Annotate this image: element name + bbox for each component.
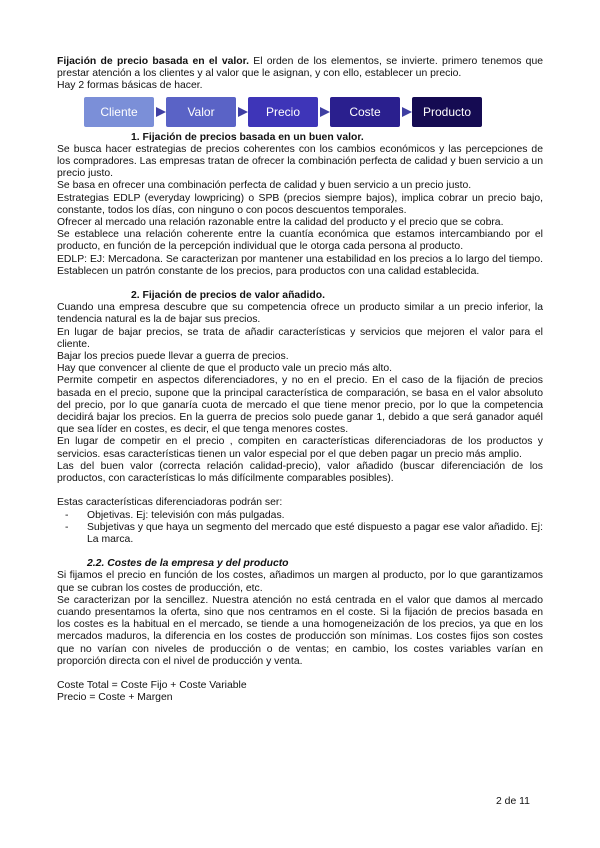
section2-paragraph: Las del buen valor (correcta relación calidad-precio), valor añadido (buscar diferenciación de los productos, con características lo más difícilmente comparables posibles). [57, 460, 543, 485]
list-item: - Objetivas. Ej: televisión con más pulgadas. [65, 509, 285, 521]
intro-line2: Hay 2 formas básicas de hacer. [57, 80, 203, 92]
section2-paragraph: Permite competir en aspectos diferenciadores, y no en el precio. En el caso de la fijación de precios basada en el precio, supone que la principal característica de comparación, se basa en el valor absoluto del precio, por lo que ganaría cuota de mercado el que tiene menor precio, por lo que la competencia decidirá bajar los precios. En la guerra de precios solo puede ganar 1, debido a que será ganador aquél que sea líder en costes, es decir, el que tenga menores costes. [57, 375, 543, 436]
document-page [57, 56, 543, 704]
intro-text: El orden de los elementos, se invierte. primero tenemos que prestar atención a los clientes y al valor que le asignan, y con ello, establecer un precio. [57, 56, 543, 80]
arrow-right-icon [320, 107, 330, 117]
intro-title: Fijación de precio basada en el valor. [57, 56, 249, 67]
section1-paragraph: Estrategias EDLP (everyday lowpricing) o SPB (precios siempre bajos), implica cobrar un precio bajo, constante, todos los días, con ninguno o con pocos descuentos temporales. [57, 192, 543, 216]
section2-paragraph: En lugar de competir en el precio , compiten en características diferenciadoras de los productos y servicios. esas características tienen un valor especial por el que deben pagar un precio más amplio. [57, 436, 543, 460]
section2-paragraph: Bajar los precios puede llevar a guerra de precios. [57, 351, 289, 363]
section2-heading: 2. Fijación de precios de valor añadido. [131, 290, 326, 302]
section2-paragraph: En lugar de bajar precios, se trata de añadir características y servicios que mejoren el valor para el cliente. [57, 326, 543, 350]
flow-step-cliente: Cliente [84, 97, 154, 127]
section1-paragraph: Se establece una relación coherente entre la cuantía económica que estamos intercambiando por el producto, en función de la percepción individual que le otorga cada persona al producto. [57, 229, 543, 253]
section22-paragraph: Si fijamos el precio en función de los costes, añadimos un margen al producto, por lo que garantizamos que se cubran los costes de producción, etc. [57, 570, 543, 594]
arrow-right-icon [156, 107, 166, 117]
section2-paragraph: Hay que convencer al cliente de que el producto vale un precio más alto. [57, 363, 393, 375]
section2-paragraph: Cuando una empresa descubre que su competencia ofrece un producto similar a un precio inferior, la tendencia natural es la de bajar sus precios. [57, 302, 543, 326]
formula-price: Precio = Coste + Margen [57, 692, 173, 704]
arrow-right-icon [402, 107, 412, 117]
section1-paragraph: EDLP: EJ: Mercadona. Se caracterizan por mantener una estabilidad en los precios a lo largo del tiempo. Establecen un patrón constante de los precios, para productos con una calidad establecida. [57, 253, 543, 277]
flow-step-producto: Producto [412, 97, 482, 127]
flow-step-coste: Coste [330, 97, 400, 127]
section1-paragraph: Se basa en ofrecer una combinación perfecta de calidad y buen servicio a un precio justo. [57, 180, 472, 192]
section22-paragraph: Se caracterizan por la sencillez. Nuestra atención no está centrada en el valor que damos al mercado cuando presentamos la oferta, sino que nos centramos en el coste. Si la fijación de precios basada en los costes es la habitual en el mercado, se tiende a una homogeneización de los precios, ya que en los mercados maduros, la diferencia en los costes de producción son mínimas. Los costes fijos son costes que no varían con niveles de producción o de ventas; en cambio, los costes variables varían en proporción directa con el nivel de producción y venta. [57, 594, 543, 667]
section1-heading: 1. Fijación de precios basada en un buen valor. [131, 131, 364, 143]
characteristics-list [57, 510, 543, 547]
list-intro: Estas características diferenciadoras podrán ser: [57, 497, 283, 509]
flow-step-valor: Valor [166, 97, 236, 127]
value-flow-diagram [84, 97, 543, 127]
intro-paragraph [57, 56, 543, 80]
section1-paragraph: Ofrecer al mercado una relación razonable entre la calidad del producto y el precio que se cobra. [57, 217, 504, 229]
formula-total-cost: Coste Total = Coste Fijo + Coste Variable [57, 679, 247, 691]
list-item: - Subjetivas y que haya un segmento del mercado que esté dispuesto a pagar ese valor añadido. Ej: La marca. [65, 521, 543, 545]
flow-step-precio: Precio [248, 97, 318, 127]
section1-paragraph: Se busca hacer estrategias de precios coherentes con los cambios económicos y las percepciones de los compradores. Las empresas tratan de ofrecer la combinación perfecta de calidad y buen servicio a un precio justo. [57, 143, 543, 180]
arrow-right-icon [238, 107, 248, 117]
section22-heading: 2.2. Costes de la empresa y del producto [87, 558, 289, 570]
page-number: 2 de 11 [496, 796, 530, 807]
